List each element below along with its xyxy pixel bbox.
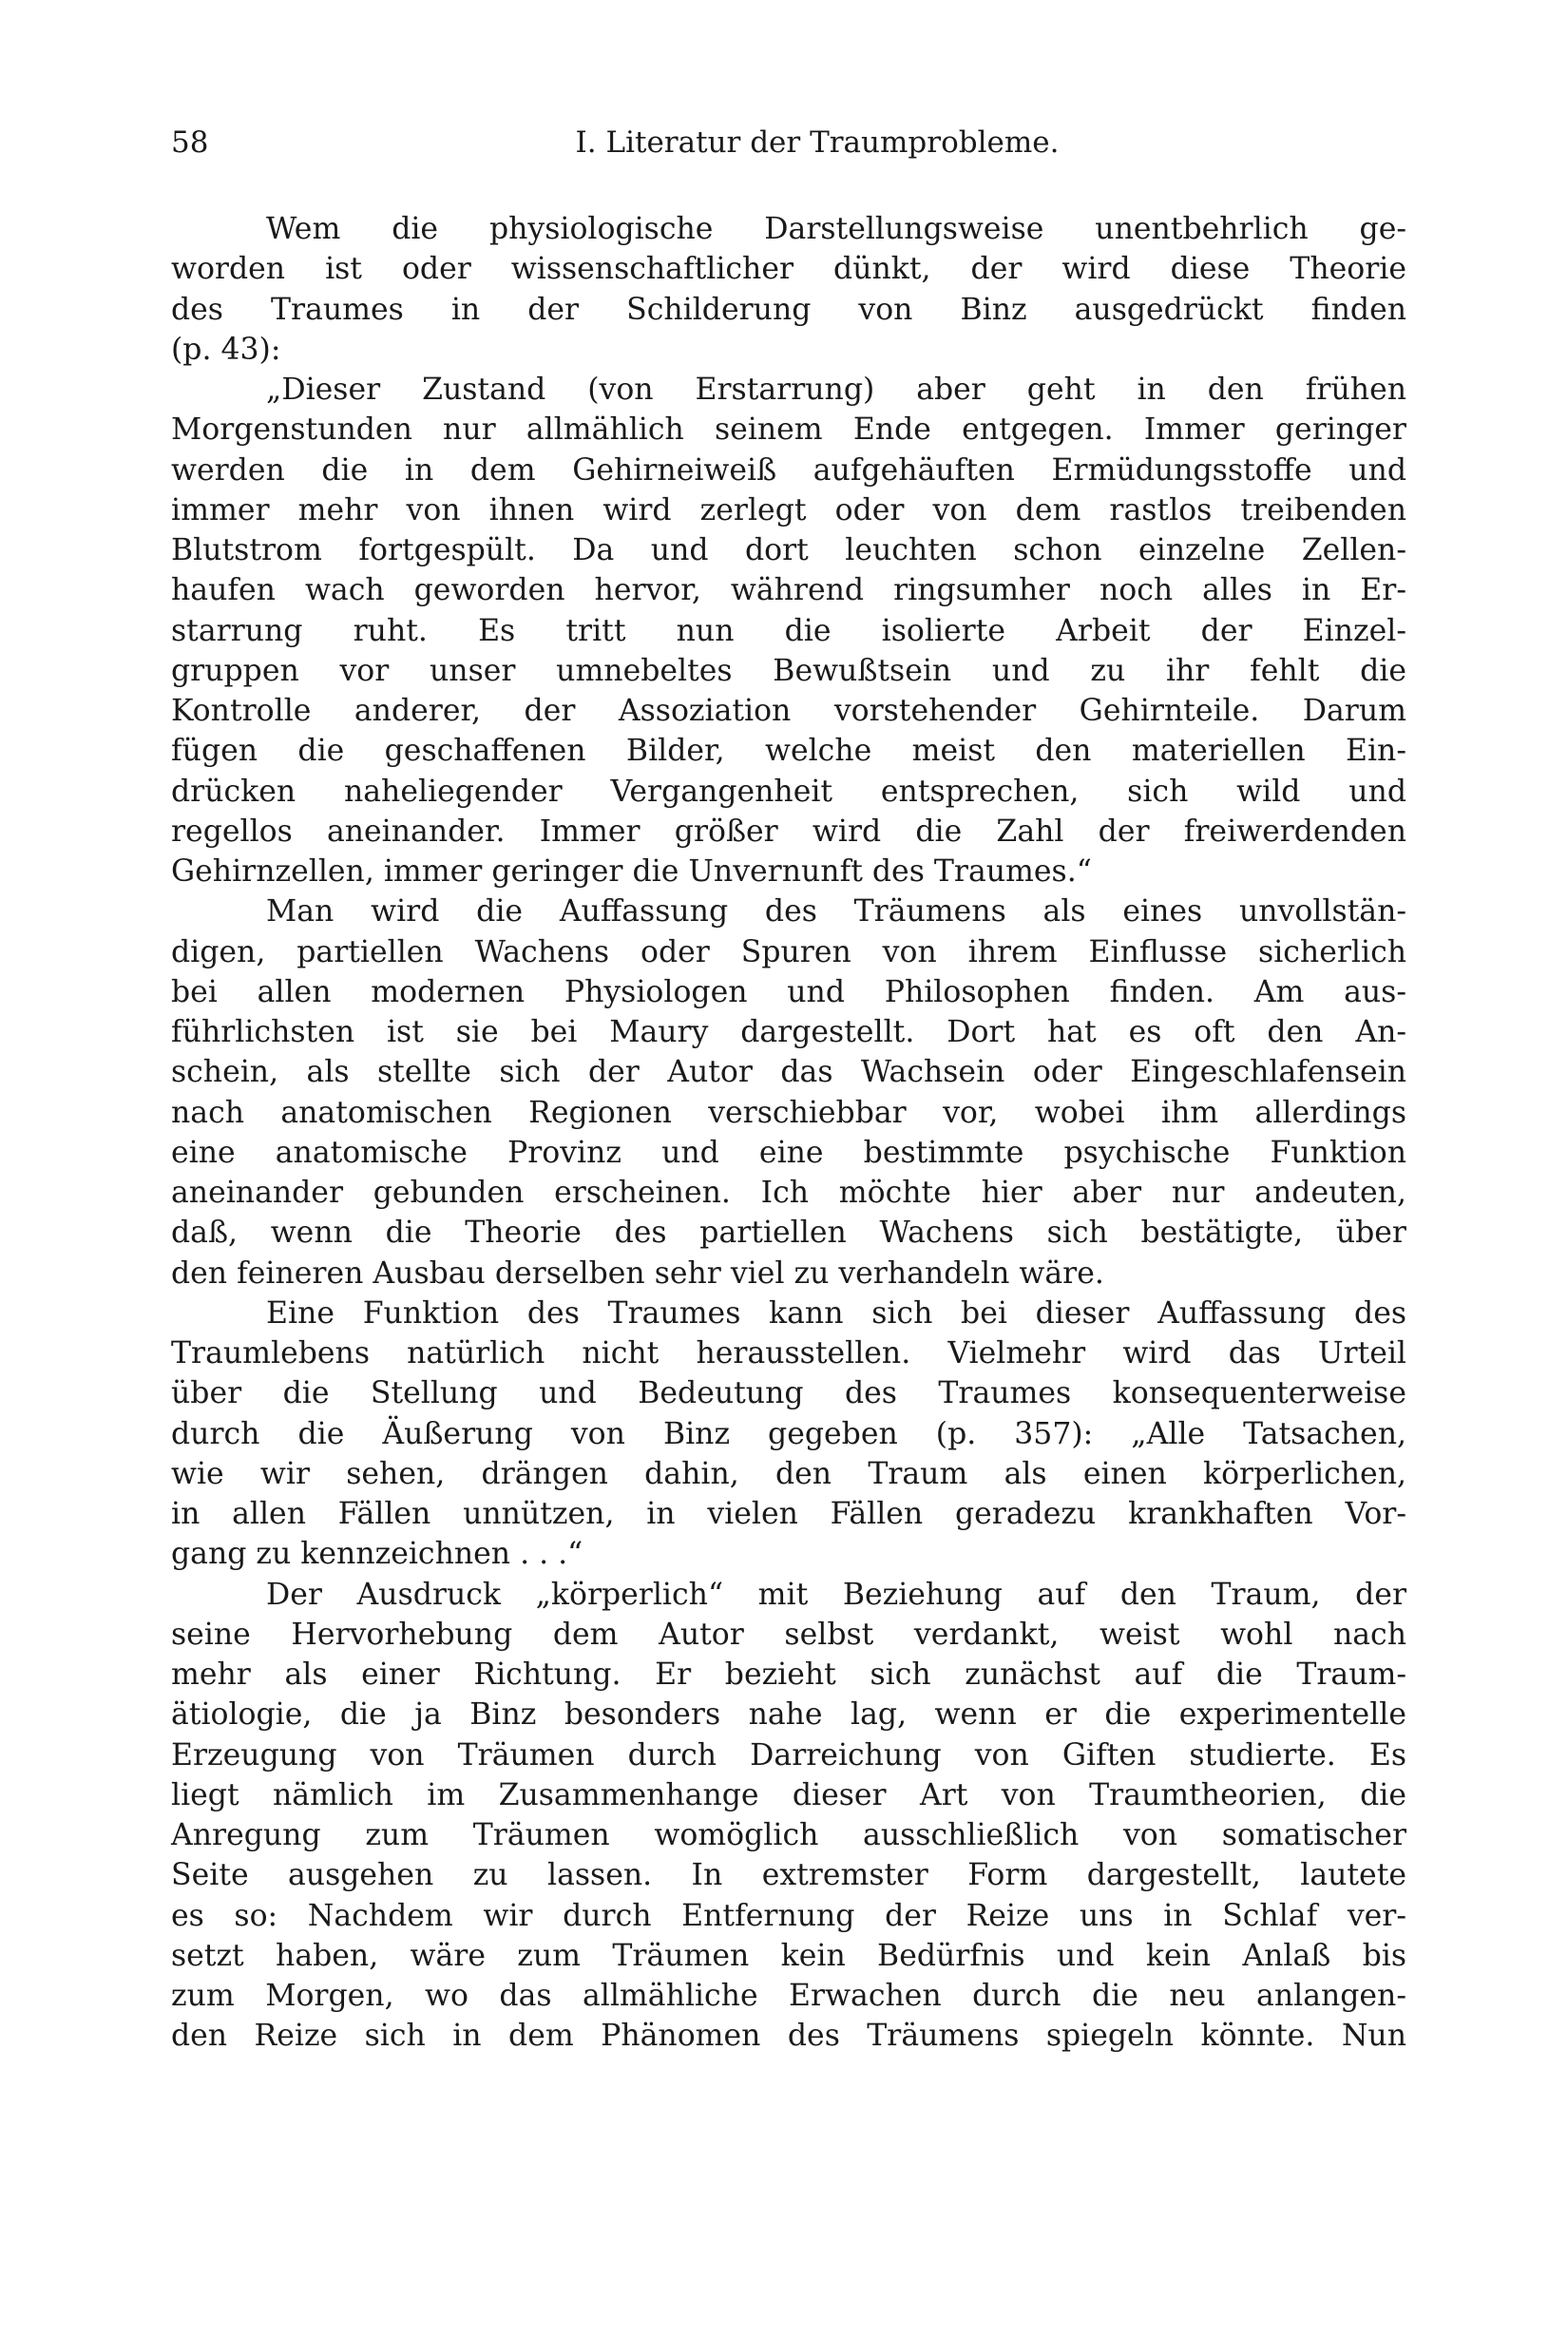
text-line: Erzeugung von Träumen durch Darreichung von Giften studierte. Es <box>171 1737 1406 1773</box>
text-line: Blutstrom fortgespült. Da und dort leuchten schon einzelne Zellen- <box>171 533 1406 567</box>
text-line: den Reize sich in dem Phänomen des Träumens spiegeln könnte. Nun <box>171 2019 1406 2054</box>
text-line: aneinander gebunden erscheinen. Ich möchte hier aber nur andeuten, <box>171 1176 1406 1210</box>
text-line: Eine Funktion des Traumes kann sich bei dieser Auffassung des <box>266 1295 1406 1331</box>
paragraph-3 <box>171 891 1406 1294</box>
text-line: digen, partiellen Wachens oder Spuren von ihrem Einflusse sicherlich <box>171 934 1406 969</box>
text-line: seine Hervorhebung dem Autor selbst verdankt, weist wohl nach <box>171 1617 1406 1652</box>
text-line: Der Ausdruck „körperlich“ mit Beziehung auf den Traum, der <box>266 1577 1406 1612</box>
text-line: gang zu kennzeichnen . . .“ <box>171 1537 583 1572</box>
text-line: des Traumes in der Schilderung von Binz ausgedrückt finden <box>171 292 1406 327</box>
paragraph-1 <box>171 209 1406 370</box>
text-line: den feineren Ausbau derselben sehr viel zu verhandeln wäre. <box>171 1255 1104 1291</box>
paragraph-5 <box>171 1575 1406 2057</box>
text-line: nach anatomischen Regionen verschiebbar vor, wobei ihm allerdings <box>171 1095 1406 1130</box>
text-line: Kontrolle anderer, der Assoziation vorstehender Gehirnteile. Darum <box>171 694 1406 728</box>
text-line: über die Stellung und Bedeutung des Traumes konsequenterweise <box>171 1376 1406 1411</box>
text-line: regellos aneinander. Immer größer wird die Zahl der freiwerdenden <box>171 814 1406 849</box>
text-line: Anregung zum Träumen womöglich ausschließlich von somatischer <box>171 1818 1406 1852</box>
text-line: fügen die geschaffenen Bilder, welche meist den materiellen Ein- <box>171 734 1406 769</box>
text-line: haufen wach geworden hervor, während ringsumher noch alles in Er- <box>171 573 1406 608</box>
text-line: gruppen vor unser umnebeltes Bewußtsein und zu ihr fehlt die <box>171 653 1406 688</box>
text-line: in allen Fällen unnützen, in vielen Fällen geradezu krankhaften Vor- <box>171 1497 1406 1531</box>
page-header <box>171 125 1406 173</box>
text-line: setzt haben, wäre zum Träumen kein Bedürfnis und kein Anlaß bis <box>171 1938 1406 1973</box>
page-number: 58 <box>171 125 209 160</box>
text-line: durch die Äußerung von Binz gegeben (p. 357): „Alle Tatsachen, <box>171 1416 1406 1451</box>
text-line: zum Morgen, wo das allmähliche Erwachen durch die neu anlangen- <box>171 1979 1406 2013</box>
body-text <box>171 209 1406 2057</box>
text-line: eine anatomische Provinz und eine bestimmte psychische Funktion <box>171 1135 1406 1170</box>
text-line: schein, als stellte sich der Autor das Wachsein oder Eingeschlafensein <box>171 1055 1406 1090</box>
text-line: bei allen modernen Physiologen und Philosophen finden. Am aus- <box>171 974 1406 1009</box>
text-line: liegt nämlich im Zusammenhange dieser Art von Traumtheorien, die <box>171 1777 1406 1812</box>
text-line: ätiologie, die ja Binz besonders nahe lag, wenn er die experimentelle <box>171 1697 1406 1733</box>
text-line: drücken naheliegender Vergangenheit entsprechen, sich wild und <box>171 774 1406 809</box>
text-line: immer mehr von ihnen wird zerlegt oder von dem rastlos treibenden <box>171 492 1406 527</box>
text-line: „Dieser Zustand (von Erstarrung) aber geht in den frühen <box>266 373 1406 407</box>
text-line: wie wir sehen, drängen dahin, den Traum als einen körperlichen, <box>171 1456 1406 1491</box>
text-line: Gehirnzellen, immer geringer die Unvernunft des Traumes.“ <box>171 854 1092 889</box>
text-line: mehr als einer Richtung. Er bezieht sich zunächst auf die Traum- <box>171 1658 1406 1692</box>
text-line: (p. 43): <box>171 332 281 367</box>
text-line: Wem die physiologische Darstellungsweise unentbehrlich ge- <box>266 212 1406 246</box>
paragraph-4 <box>171 1294 1406 1575</box>
paragraph-2-quote <box>171 370 1406 891</box>
running-title: I. Literatur der Traumprobleme. <box>575 125 1060 160</box>
text-line: Seite ausgehen zu lassen. In extremster Form dargestellt, lautete <box>171 1858 1406 1893</box>
text-line: es so: Nachdem wir durch Entfernung der Reize uns in Schlaf ver- <box>171 1898 1406 1933</box>
text-line: worden ist oder wissenschaftlicher dünkt, der wird diese Theorie <box>171 252 1406 287</box>
text-line: führlichsten ist sie bei Maury dargestellt. Dort hat es oft den An- <box>171 1015 1406 1049</box>
text-line: Traumlebens natürlich nicht herausstellen. Vielmehr wird das Urteil <box>171 1336 1406 1370</box>
text-line: Morgenstunden nur allmählich seinem Ende entgegen. Immer geringer <box>171 412 1406 448</box>
text-line: daß, wenn die Theorie des partiellen Wachens sich bestätigte, über <box>171 1216 1406 1251</box>
text-line: starrung ruht. Es tritt nun die isolierte Arbeit der Einzel- <box>171 613 1406 648</box>
text-line: Man wird die Auffassung des Träumens als eines unvollstän- <box>266 894 1406 929</box>
text-line: werden die in dem Gehirneiweiß aufgehäuften Ermüdungsstoffe und <box>171 452 1406 488</box>
